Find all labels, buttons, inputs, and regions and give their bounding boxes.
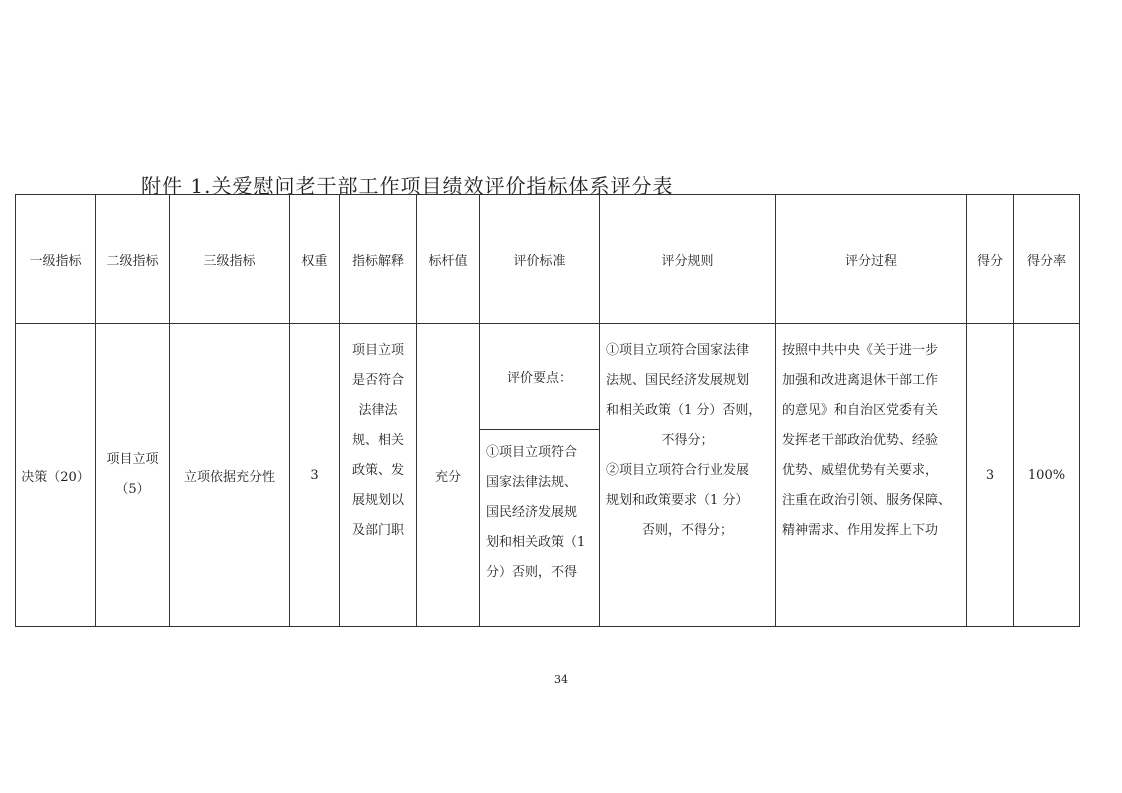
cell-level1: 决策（20） (16, 324, 96, 627)
standard-line: ①项目立项符合 (486, 445, 578, 460)
table-row (16, 324, 1080, 627)
rule-line: 规划和政策要求（1 分） (606, 493, 749, 508)
process-line: 加强和改进离退休干部工作 (782, 373, 939, 388)
rule-line: 和相关政策（1 分）否则， (606, 403, 762, 418)
rule-line: 不得分； (661, 433, 714, 448)
process-line: 优势、威望优势有关要求， (782, 463, 939, 478)
cell-level3: 立项依据充分性 (170, 324, 290, 627)
cell-score-rate: 100% (1014, 324, 1080, 627)
explanation-line: 法律法 (358, 403, 398, 418)
header-score: 得分 (967, 195, 1014, 324)
standard-title: 评价要点： (480, 324, 599, 430)
cell-standard (480, 324, 600, 627)
explanation-text (340, 324, 416, 618)
header-level1: 一级指标 (16, 195, 96, 324)
process-line: 的意见》和自治区党委有关 (782, 403, 939, 418)
process-line: 按照中共中央《关于进一步 (782, 343, 939, 358)
explanation-line: 项目立项 (351, 343, 404, 358)
process-line: 精神需求、作用发挥上下功 (782, 523, 939, 538)
header-rule: 评分规则 (600, 195, 776, 324)
explanation-line: 展规划以 (351, 493, 404, 508)
header-benchmark: 标杆值 (417, 195, 480, 324)
score-table (15, 194, 1080, 627)
cell-weight: 3 (290, 324, 340, 627)
explanation-line: 政策、发 (351, 463, 404, 478)
cell-score: 3 (967, 324, 1014, 627)
header-level3: 三级指标 (170, 195, 290, 324)
cell-process (776, 324, 967, 627)
rule-line: ①项目立项符合国家法律 (606, 343, 750, 358)
table-header-row (16, 195, 1080, 324)
page-title: 附件 1.关爱慰问老干部工作项目绩效评价指标体系评分表 (141, 174, 674, 198)
header-explanation: 指标解释 (340, 195, 417, 324)
explanation-line: 规、相关 (351, 433, 404, 448)
page-number: 34 (554, 673, 568, 686)
rule-text (600, 324, 775, 618)
explanation-line: 是否符合 (351, 373, 404, 388)
standard-line: 国民经济发展规 (486, 505, 578, 520)
cell-explanation (340, 324, 417, 627)
process-line: 发挥老干部政治优势、经验 (782, 433, 939, 448)
header-score-rate: 得分率 (1014, 195, 1080, 324)
rule-line: 否则，不得分； (641, 523, 733, 538)
standard-text (480, 430, 599, 626)
header-weight: 权重 (290, 195, 340, 324)
rule-line: 法规、国民经济发展规划 (606, 373, 750, 388)
cell-benchmark: 充分 (417, 324, 480, 627)
process-line: 注重在政治引领、服务保障、 (782, 493, 952, 508)
header-level2: 二级指标 (96, 195, 170, 324)
standard-line: 分）否则，不得 (486, 565, 578, 580)
rule-line: ②项目立项符合行业发展 (606, 463, 750, 478)
level2-name: 项目立项 (106, 452, 159, 467)
cell-level2 (96, 324, 170, 627)
level2-weight: （5） (115, 482, 150, 497)
standard-line: 划和相关政策（1 (486, 535, 586, 550)
standard-line: 国家法律法规、 (486, 475, 578, 490)
header-process: 评分过程 (776, 195, 967, 324)
cell-rule (600, 324, 776, 627)
explanation-line: 及部门职 (351, 523, 404, 538)
header-standard: 评价标准 (480, 195, 600, 324)
process-text (776, 324, 966, 618)
